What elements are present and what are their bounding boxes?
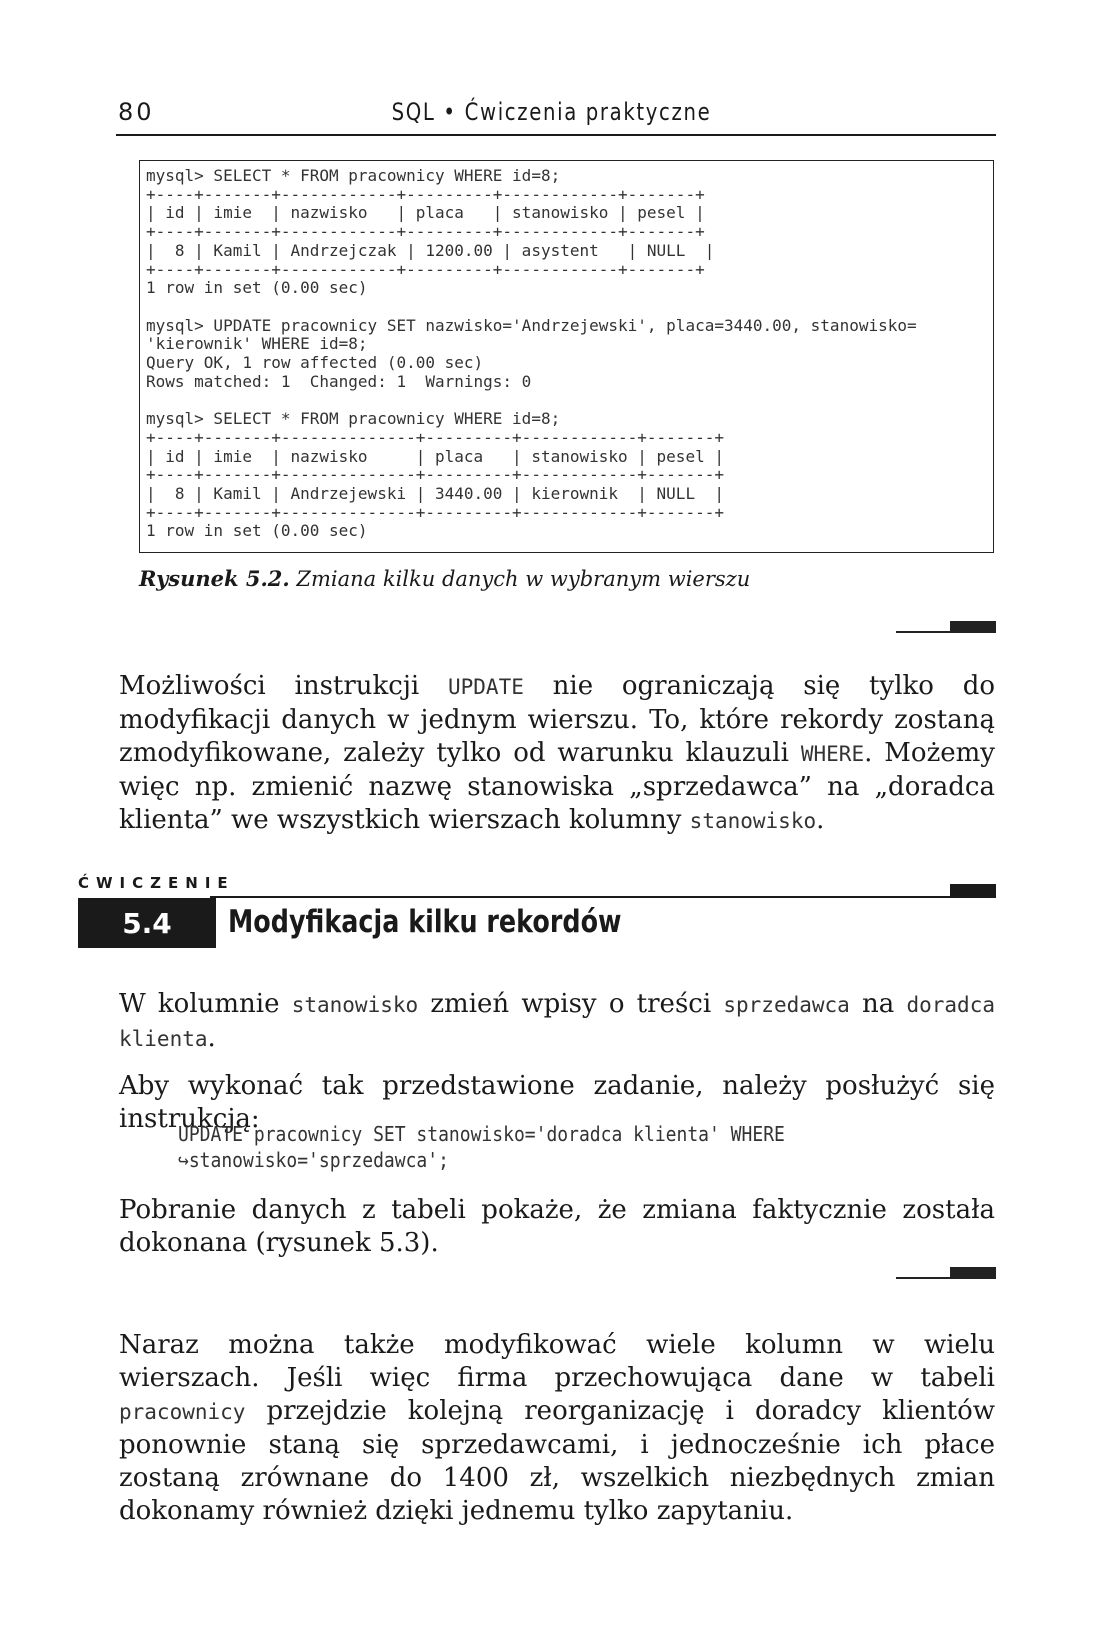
body-paragraph: Pobranie danych z tabeli pokaże, że zmiana faktycznie została dokonana (rysunek 5.3).: [119, 1195, 995, 1258]
inline-code: sprzedawca: [723, 993, 850, 1017]
text-run: Naraz można także modyfikować wiele kolumn w wielu wierszach. Jeśli więc firma przechowująca dane w tabeli: [119, 1330, 995, 1393]
text-run: nie ograniczają się tylko do modyfikacji danych w jednym wierszu. To, które rekordy zostaną zmodyfikowane, zależy tylko od warunku klauzuli: [119, 671, 995, 768]
exercise-number: 5.4: [78, 898, 216, 948]
terminal-line: Rows matched: 1 Changed: 1 Warnings: 0: [146, 371, 532, 391]
body-paragraph: [119, 670, 995, 838]
code-block: [178, 1121, 785, 1173]
terminal-line: +----+-------+--------------+---------+------------+-------+: [146, 502, 724, 522]
terminal-line: +----+-------+--------------+---------+------------+-------+: [146, 465, 724, 485]
terminal-line: Query OK, 1 row affected (0.00 sec): [146, 353, 484, 373]
text-run: na: [849, 989, 907, 1019]
terminal-line: | 8 | Kamil | Andrzejewski | 3440.00 | kierownik | NULL |: [146, 483, 724, 503]
terminal-line: +----+-------+------------+---------+------------+-------+: [146, 222, 705, 242]
terminal-line: | 8 | Kamil | Andrzejczak | 1200.00 | asystent | NULL |: [146, 240, 715, 260]
text-run: przejdzie kolejną reorganizację i doradcy klientów ponownie staną się sprzedawcami, i jednocześnie ich płace zostaną zrównane do 1400 zł, wszelkich niezbędnych zmian dokonamy również dzięki jednemu tylko zapytaniu.: [119, 1396, 995, 1526]
text-run: W kolumnie: [119, 989, 292, 1019]
inline-code: stanowisko: [689, 809, 817, 833]
body-paragraph: [119, 1329, 995, 1528]
body-paragraph: Aby wykonać tak przedstawione zadanie, należy posłużyć się instrukcją:: [119, 1071, 995, 1134]
inline-code: pracownicy: [119, 1400, 246, 1424]
exercise-task: [119, 988, 995, 1056]
exercise-title: Modyfikacja kilku rekordów: [228, 904, 622, 940]
terminal-line: [146, 298, 987, 317]
terminal-line: mysql> UPDATE pracownicy SET nazwisko='Andrzejewski', placa=3440.00, stanowisko=: [146, 315, 917, 335]
terminal-line: | id | imie | nazwisko | placa | stanowisko | pesel |: [146, 446, 724, 466]
exercise-rule-block: [950, 884, 996, 896]
end-mark-block: [950, 621, 996, 632]
running-title: SQL • Ćwiczenia praktyczne: [391, 98, 712, 126]
inline-code: stanowisko: [291, 993, 419, 1017]
terminal-line: [146, 391, 987, 410]
figure-caption-label: Rysunek 5.2.: [139, 566, 290, 591]
terminal-line: +----+-------+--------------+---------+------------+-------+: [146, 427, 724, 447]
code-line: UPDATE pracownicy SET stanowisko='doradca klienta' WHERE: [178, 1122, 785, 1146]
terminal-line: | id | imie | nazwisko | placa | stanowisko | pesel |: [146, 203, 705, 223]
terminal-screenshot: [139, 160, 994, 553]
terminal-line: mysql> SELECT * FROM pracownicy WHERE id=8;: [146, 409, 561, 429]
end-mark-block: [950, 1267, 996, 1278]
header-rule: [116, 134, 996, 136]
text-run: . Możemy więc np. zmienić nazwę stanowiska „sprzedawca” na „doradca klienta” we wszystkich wierszach kolumny: [119, 738, 995, 835]
terminal-line: mysql> SELECT * FROM pracownicy WHERE id=8;: [146, 166, 561, 185]
text-run: zmień wpisy o treści: [418, 989, 724, 1019]
exercise-rule: [210, 896, 996, 898]
terminal-line: +----+-------+------------+---------+------------+-------+: [146, 184, 705, 204]
terminal-line: 1 row in set (0.00 sec): [146, 521, 368, 541]
figure-caption-text: Zmiana kilku danych w wybranym wierszu: [289, 567, 751, 591]
inline-code: doradca klienta: [119, 993, 995, 1051]
text-run: .: [207, 1023, 216, 1053]
figure-caption: [139, 566, 750, 591]
page-number: 80: [118, 98, 155, 126]
text-run: Możliwości instrukcji: [119, 671, 448, 701]
code-line: ↪stanowisko='sprzedawca';: [178, 1148, 449, 1172]
inline-code: UPDATE: [448, 675, 524, 699]
terminal-line: 'kierownik' WHERE id=8;: [146, 334, 368, 354]
terminal-line: 1 row in set (0.00 sec): [146, 278, 368, 298]
inline-code: WHERE: [800, 742, 865, 766]
exercise-label: ĆWICZENIE: [78, 874, 235, 892]
text-run: .: [816, 805, 825, 835]
terminal-line: +----+-------+------------+---------+------------+-------+: [146, 259, 705, 279]
